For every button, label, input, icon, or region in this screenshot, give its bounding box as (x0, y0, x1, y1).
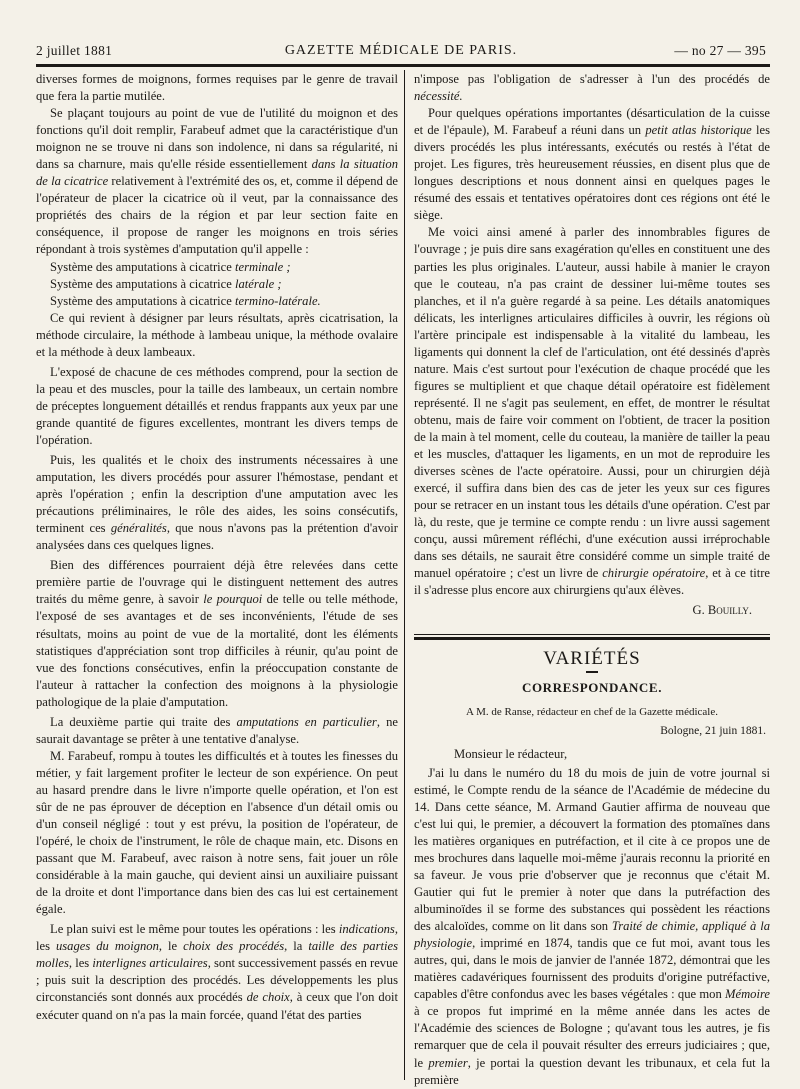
paragraph: Me voici ainsi amené à parler des innombrables figures de l'ouvrage ; je puis dire sans exagération qu'elles en constituent une des parties les plus originales. L'auteur, aussi habile à manier le crayon que le couteau, n'a pas craint de dessiner lui-même toutes ses planches, et il n'a guère regardé à sa peine. Les détails anatomiques délicats, les interlignes articulaires difficiles à ouvrir, les régions où l'artère principale est indispensable à la vitalité du lambeau, les ligaments qui donnent la clef de l'articulation, ont été dessinés d'après nature. Mais c'est surtout pour l'exécution de chaque procédé que les figures se multiplient et que chaque détail opératoire est fidèlement représenté. Il ne s'agit pas seulement, en effet, de montrer le résultat obtenu, mais de faire voir comment on l'obtient, de tracer la position de la main à tel moment, celle du couteau, la manière de tailler la peau et les muscles, d'attaquer les ligaments, en un mot de reproduire les diverses scènes de l'acte opératoire. Aussi, pour un chirurgien déjà exercé, il suffira dans bien des cas de jeter les yeux sur ces figures pour se retracer en un instant tous les détails d'une opération. C'est par là, du reste, que je termine ce compte rendu : un livre aussi sagement conçu, aussi mûrement réfléchi, d'une exécution aussi irréprochable dans ses détails, ne saurait être considéré comme un simple traité de manuel opératoire ; c'est un livre de chirurgie opératoire, et à ce titre il s'adresse plus encore aux chirurgiens qu'aux élèves. (414, 225, 771, 598)
paragraph: Puis, les qualités et le choix des instruments nécessaires à une amputation, les divers procédés pour assurer l'hémostase, pendant et après l'opération ; enfin la description d'une amputation avec les précautions préliminaires, le rôle des aides, les soins consécutifs, terminent ces généralités, que nous n'avons pas la prétention d'avoir analysées dans ces quelques lignes. (36, 453, 398, 553)
letter-salutation: Monsieur le rédacteur, (454, 746, 568, 761)
paragraph: Pour quelques opérations importantes (désarticulation de la cuisse et de l'épaule), M. Farabeuf a réuni dans un petit atlas historique les divers procédés les plus intéressants, exécutés ou restés à l'état de projet. Les figures, très heureusement réussies, en disent plus que de longues descriptions et nous donnent ainsi en quelques pages le résumé des essais et tentatives opératoires dont ces régions ont été le siège. (414, 106, 771, 223)
paragraph: L'exposé de chacune de ces méthodes comprend, pour la section de la peau et des muscles, pour la taille des lambeaux, un certain nombre de préceptes longuement détaillés et rendus frappants aux yeux par une grande quantité de figures excellentes, montrant les divers temps de l'opération. (36, 364, 398, 447)
paragraph: Ce qui revient à désigner par leurs résultats, après cicatrisation, la méthode circulaire, la méthode à lambeau unique, la méthode ovalaire et la méthode à deux lambeaux. (36, 310, 398, 359)
paragraph: Le plan suivi est le même pour toutes les opérations : les indications, les usages du moignon, le choix des procédés, la taille des parties molles, les interlignes articulaires, sont successivement passés en revue ; puis suit la description des procédés. Les développements les plus circonstanciés sont donnés aux procédés de choix, à ceux que l'on doit exécuter quand on n'a pas la main forcée, quand l'état des parties (36, 922, 399, 1022)
letter-body: J'ai lu dans le numéro du 18 du mois de juin de votre journal si estimé, le Compte rendu de la séance de l'Académie de médecine du 14. Dans cette séance, M. Armand Gautier affirma de nouveau que c'est lui qui, le premier, a découvert la formation des ptomaïnes dans les matières organiques en putréfaction, et il cite à ce propos une de mes brochures dans laquelle moi-même j'aurais reconnu la priorité en sa faveur. Je vous prie d'observer que je reconnus que c'était M. Gautier qui fut le premier à noter que dans la putréfaction des albuminoïdes il se forme des substances qui possèdent les réactions des alcaloïdes, comme on lit dans son Traité de chimie, appliqué à la physiologie, imprimé en 1874, tandis que ce fut moi, avant tous les autres, qui, dans le mois de janvier de l'année 1872, démontrai que les matières cadavériques fournissent des produits d'origine putréfactive, capables d'être confondus avec les bases végétales : que mon Mémoire à ce propos fut imprimé en la même année dans les actes de l'Académie des sciences de Bologne ; qu'avant tous les autres, je fis remarquer que de cela il pouvait résulter des erreurs judiciaires ; que, le premier, je portai la question devant les tribunaux, et cela fut la première (414, 765, 770, 1087)
column-divider (404, 70, 405, 1080)
list-item: Système des amputations à cicatrice termino-latérale. (50, 293, 321, 308)
journal-title: GAZETTE MÉDICALE DE PARIS. (284, 43, 518, 58)
page-header (36, 43, 766, 61)
paragraph: n'impose pas l'obligation de s'adresser à l'un des procédés de nécessité. (414, 72, 770, 104)
letter-addressee: A M. de Ranse, rédacteur en chef de la Gazette médicale. (466, 705, 718, 718)
left-column (36, 71, 398, 1024)
title-dash (586, 671, 598, 673)
section-title: VARIÉTÉS (543, 647, 641, 669)
issue-date: 2 juillet 1881 (36, 43, 113, 58)
list-item: Système des amputations à cicatrice terminale ; (50, 259, 291, 274)
paragraph: Se plaçant toujours au point de vue de l'utilité du moignon et des fonctions qu'il doit remplir, Farabeuf admet que la caractéristique d'un moignon ne se trouve ni dans son indolence, ni dans sa régularité, ni dans sa charnure, mais qu'elle réside essentiellement dans la situation de la cicatrice relativement à l'extrémité des os, et, comme il dépend de l'opérateur de placer la cicatrice où il veut, par la connaissance des propriétés des chairs de la région et par leur section faite en conséquence, il propose de ranger les moignons en trois séries répondant à trois systèmes d'amputation qu'il appelle : (36, 106, 398, 257)
section-rule-thick (414, 637, 770, 640)
list-item: Système des amputations à cicatrice latérale ; (50, 276, 282, 291)
header-rule (36, 64, 770, 70)
author-signature: G. Bouilly. (692, 603, 752, 618)
section-subtitle: CORRESPONDANCE. (521, 679, 663, 695)
paragraph: La deuxième partie qui traite des amputations en particulier, ne saurait davantage se prêter à une tentative d'analyse. (36, 714, 399, 746)
paragraph: M. Farabeuf, rompu à toutes les difficultés et à toutes les finesses du métier, y fait largement profiter le lecteur de son expérience. On peut au hasard prendre dans le livre n'importe quelle opération, et l'on est sûr de ne pas éprouver de déception en l'absence d'un détail omis ou d'un conseil négligé : tout y est prévu, la position de l'opérateur, de l'opéré, le choix de l'instrument, le rôle de chaque main, etc. Disons en passant que M. Farabeuf, avec raison à notre sens, fait jouer un rôle considérable à la main gauche, qui devient ainsi un auxiliaire puissant de la droite et dont l'importance dans bien des cas lui est certainement égale. (36, 748, 398, 917)
letter-dateline: Bologne, 21 juin 1881. (660, 724, 766, 737)
section-rule (414, 634, 770, 635)
paragraph: Bien des différences pourraient déjà être relevées dans cette première partie de l'ouvrage qui le distinguent nettement des autres traités du même genre, à savoir le pourquoi de telle ou telle méthode, l'exposé de ses avantages et de ses inconvénients, l'étude de ses résultats, moins au point de vue de la mortalité, dont les éléments statistiques d'appréciation sont trop difficiles à réunir, qu'au point de vue des fonctions consécutives, enfin la préoccupation constante de l'auteur à rattacher la confection des moignons à la physiologie pathologique de la plaie d'amputation. (36, 558, 398, 709)
page-number: — no 27 — 395 (674, 43, 766, 58)
right-column (414, 71, 770, 1089)
paragraph: diverses formes de moignons, formes requises par le genre de travail que fera la partie mutilée. (36, 72, 398, 104)
